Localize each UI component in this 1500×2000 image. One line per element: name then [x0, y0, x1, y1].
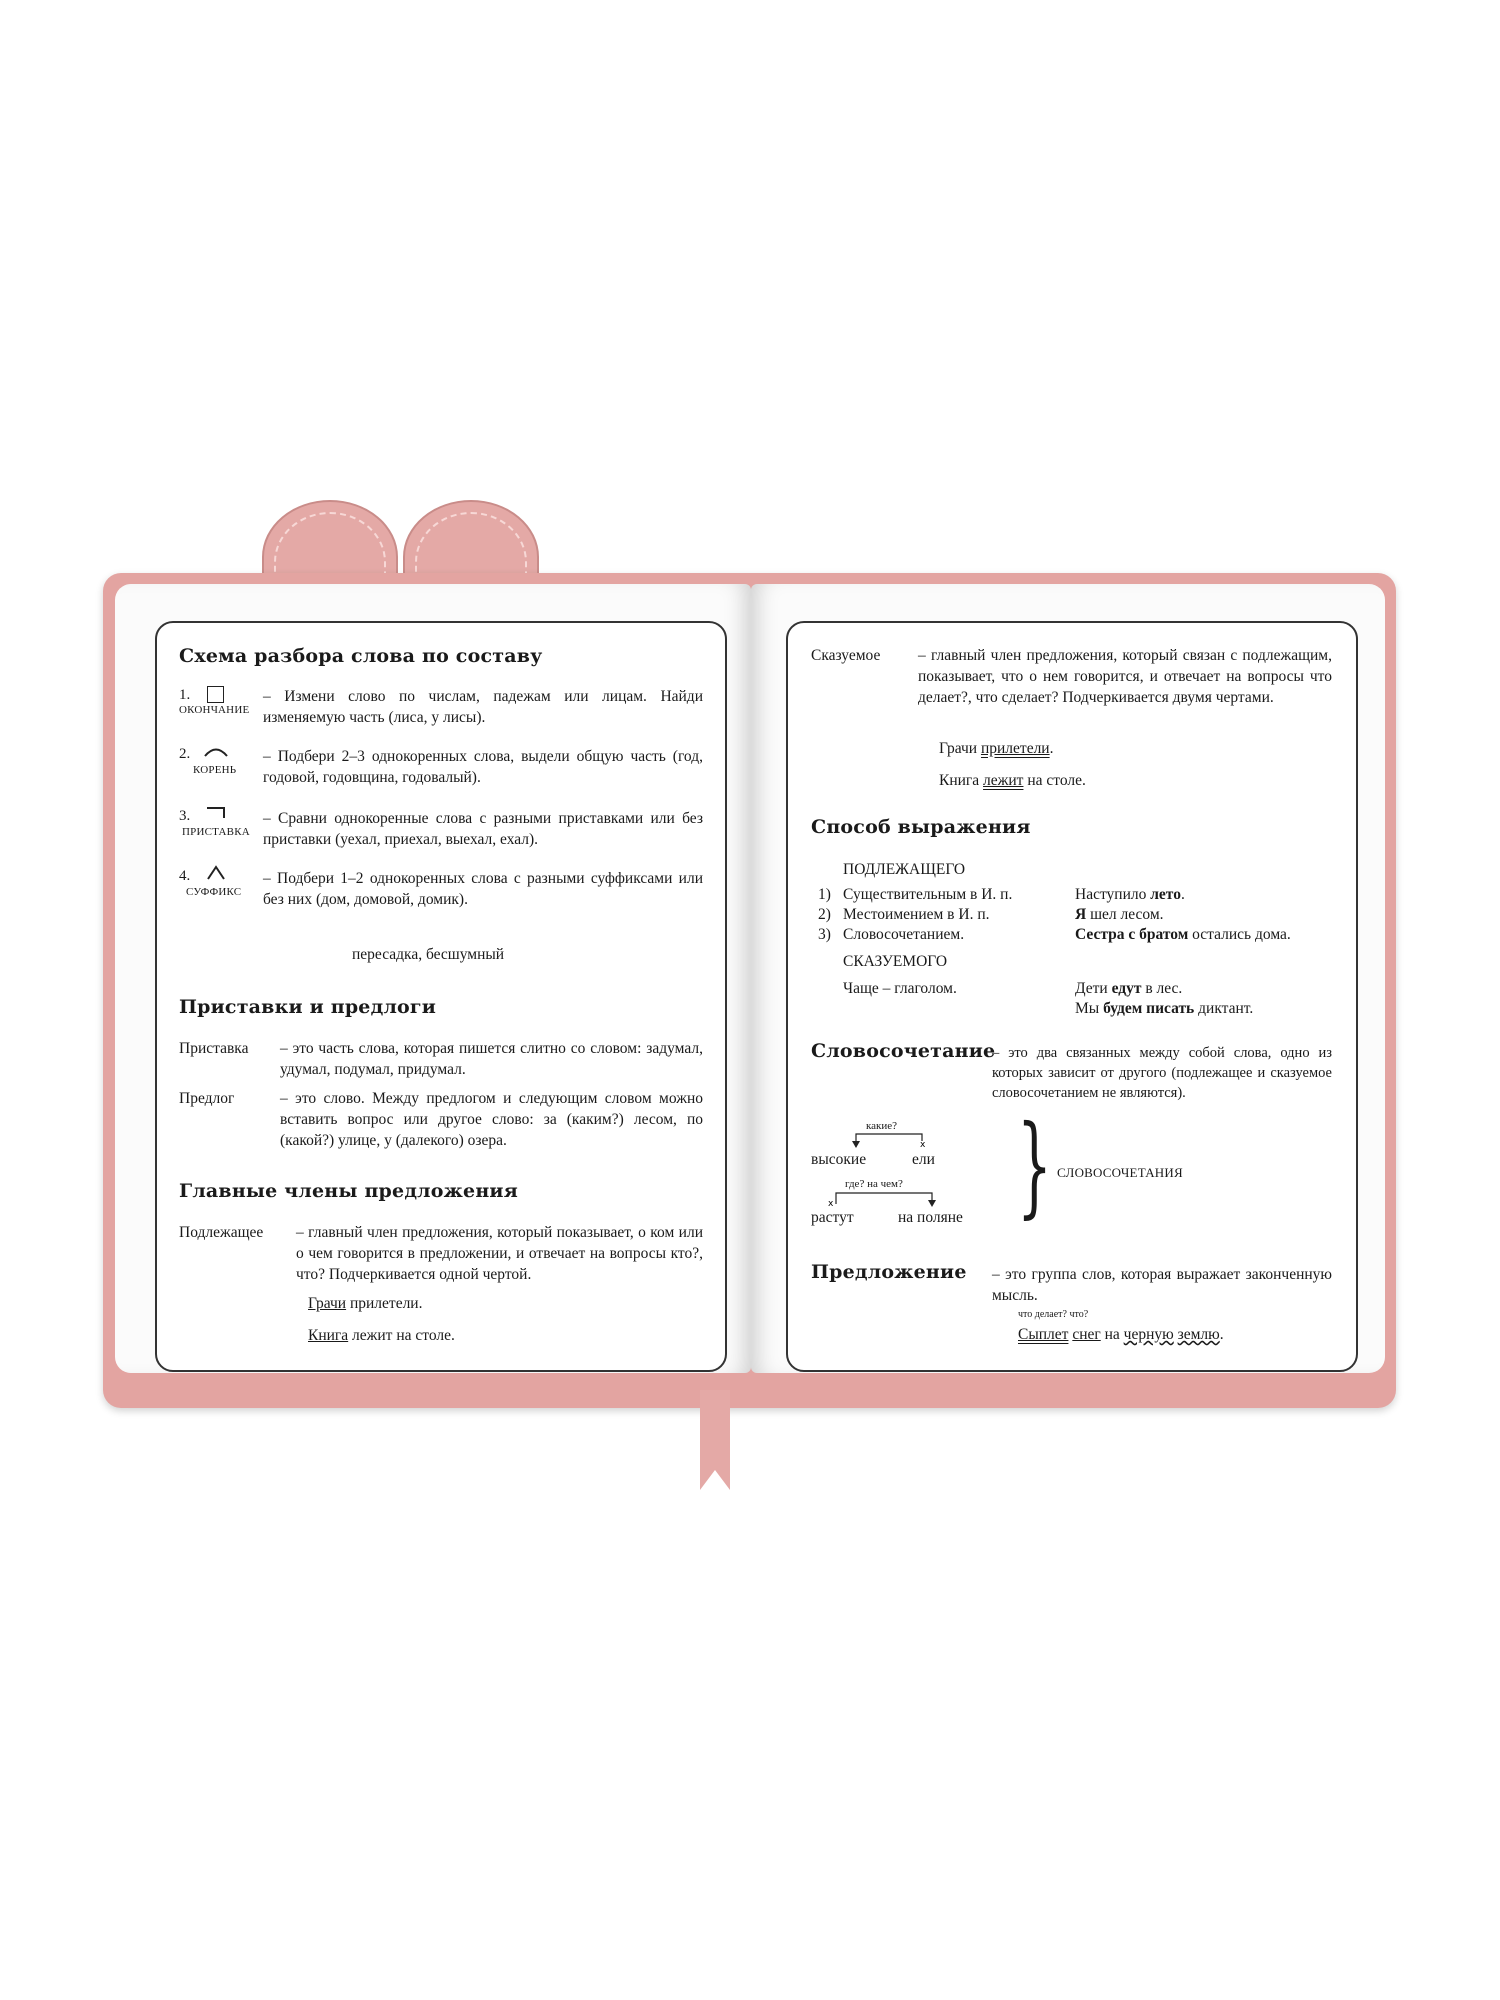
- scheme-item-label: ПРИСТАВКА: [182, 826, 250, 838]
- sentence-questions: что делает? что?: [1018, 1309, 1089, 1320]
- expression-row-number: 3): [818, 926, 831, 943]
- term-predicate: Сказуемое: [811, 647, 881, 664]
- double-underlined-predicate: прилетели: [980, 740, 1050, 757]
- root-symbol-icon: [203, 745, 229, 757]
- expression-row-desc: Существительным в И. п.: [843, 886, 1013, 903]
- subheading-subject: ПОДЛЕЖАЩЕГО: [843, 861, 966, 878]
- example-rest: прилетели.: [346, 1295, 423, 1312]
- definition-prefix: – это часть слова, которая пишется слитно со словом: задумал, удумал, подумал, придумал.: [280, 1040, 703, 1078]
- example-bold: лето: [1150, 886, 1181, 903]
- example-text: Мы: [1075, 1000, 1104, 1017]
- wavy-underlined-attribute: черную: [1123, 1326, 1174, 1343]
- example-bold: Сестра с братом: [1075, 926, 1189, 943]
- example-text: Книга: [939, 772, 984, 789]
- subject-example-1: [308, 1293, 422, 1314]
- example-text: шел лесом.: [1086, 906, 1164, 923]
- bookmark-ribbon: [700, 1390, 730, 1490]
- expression-row-number: 2): [818, 906, 831, 923]
- expression-row-number: 1): [818, 886, 831, 903]
- svg-text:x: x: [920, 1140, 926, 1149]
- example-text: на: [1100, 1326, 1124, 1343]
- subheading-predicate: СКАЗУЕМОГО: [843, 953, 948, 970]
- section-title-word-analysis: Схема разбора слова по составу: [179, 645, 543, 667]
- expression-row-example: [1075, 904, 1164, 925]
- underlined-subject: снег: [1072, 1326, 1101, 1343]
- section-title-main-members: Главные члены предложения: [179, 1180, 518, 1202]
- section-title-prefixes: Приставки и предлоги: [179, 996, 437, 1018]
- scheme-item-text: – Сравни однокоренные слова с разными приставками или без приставки (уехал, приехал, выехал, ехал).: [263, 810, 703, 848]
- diagram-word: растут: [811, 1209, 854, 1226]
- sentence-example: [1018, 1324, 1224, 1345]
- wavy-underlined-object: землю: [1177, 1326, 1220, 1343]
- diagram-question: какие?: [866, 1120, 898, 1132]
- expression-row-example: [1075, 924, 1291, 945]
- scheme-item-text: – Подбери 2–3 однокоренных слова, выдели общую часть (год, годовой, годовщина, годовалый).: [263, 748, 703, 786]
- dependency-arrow-icon: [826, 1190, 946, 1208]
- section-title-expression: Способ выражения: [811, 816, 1031, 838]
- predicate-expression-desc: Чаще – глаголом.: [843, 980, 957, 997]
- diagram-word: на поляне: [898, 1209, 963, 1226]
- underlined-subject: Книга: [308, 1327, 349, 1344]
- example-text: диктант.: [1194, 1000, 1254, 1017]
- section-title-sentence: Предложение: [811, 1261, 967, 1283]
- dependency-arrow-icon: [850, 1131, 930, 1149]
- scheme-item-label: КОРЕНЬ: [193, 764, 237, 776]
- expression-row-desc: Словосочетанием.: [843, 926, 965, 943]
- expression-row-example: [1075, 884, 1185, 905]
- predicate-expression-example-1: [1075, 978, 1182, 999]
- definition-subject: – главный член предложения, который показывает, о ком или о чем говорится в предложении, и отвечает на вопросы кто?, что? Подчеркивается одной чертой.: [296, 1224, 703, 1283]
- scheme-item-number: 1.: [179, 687, 191, 703]
- subject-example-2: [308, 1325, 455, 1346]
- definition-phrase: – это два связанных между собой слова, одно из которых зависит от другого (подлежащее и сказуемое словосочетанием не являются).: [992, 1045, 1332, 1101]
- example-text: .: [1219, 1326, 1224, 1343]
- underlined-subject: Грачи: [308, 1295, 347, 1312]
- predicate-example-1: [939, 738, 1053, 759]
- section-title-phrase: Словосочетание: [811, 1040, 996, 1062]
- example-text: на столе.: [1023, 772, 1086, 789]
- diagram-word: ели: [912, 1151, 935, 1168]
- example-text: в лес.: [1141, 980, 1183, 997]
- word-analysis-example: пересадка, бесшумный: [352, 946, 505, 963]
- predicate-expression-example-2: [1075, 998, 1253, 1019]
- scheme-item-number: 4.: [179, 868, 191, 884]
- diagram-question: где? на чем?: [845, 1178, 903, 1190]
- scheme-item-text: – Измени слово по числам, падежам или лицам. Найди изменяемую часть (лиса, у лисы).: [263, 688, 703, 726]
- prefix-symbol-icon: [205, 806, 227, 820]
- example-text: .: [1049, 740, 1054, 757]
- definition-predicate: – главный член предложения, который связан с подлежащим, показывает, что о нем говорится, и отвечает на вопросы что делает?, что сделает? Подчеркивается двумя чертами.: [918, 647, 1332, 706]
- svg-text:x: x: [828, 1199, 834, 1208]
- definition-sentence: – это группа слов, которая выражает законченную мысль.: [992, 1266, 1332, 1304]
- scheme-item-label: СУФФИКС: [186, 886, 242, 898]
- double-underlined-predicate: лежит: [983, 772, 1024, 789]
- double-underlined-predicate: Сыплет: [1018, 1326, 1069, 1343]
- term-preposition: Предлог: [179, 1090, 235, 1107]
- example-text: .: [1180, 886, 1185, 903]
- scheme-item-label: ОКОНЧАНИЕ: [179, 704, 250, 716]
- example-text: остались дома.: [1188, 926, 1291, 943]
- example-text: Грачи: [939, 740, 981, 757]
- term-subject: Подлежащее: [179, 1224, 264, 1241]
- expression-row-desc: Местоимением в И. п.: [843, 906, 990, 923]
- scheme-item-text: – Подбери 1–2 однокоренных слова с разными суффиксами или без них (дом, домовой, домик).: [263, 870, 703, 908]
- predicate-example-2: [939, 770, 1086, 791]
- example-rest: лежит на столе.: [348, 1327, 455, 1344]
- diagram-word: высокие: [811, 1151, 867, 1168]
- example-bold: Я: [1075, 906, 1087, 923]
- ending-symbol-icon: [207, 686, 224, 703]
- diagram-label: СЛОВОСОЧЕТАНИЯ: [1057, 1165, 1183, 1180]
- example-bold: будем писать: [1103, 1000, 1195, 1017]
- scheme-item-number: 3.: [179, 808, 191, 824]
- suffix-symbol-icon: [206, 865, 226, 881]
- example-text: Наступило: [1075, 886, 1151, 903]
- example-text: Дети: [1075, 980, 1112, 997]
- definition-preposition: – это слово. Между предлогом и следующим словом можно вставить вопрос или другое слово: за (каким?) лесом, по (какой?) улице, у (далекого) озера.: [280, 1090, 703, 1149]
- example-bold: едут: [1111, 980, 1142, 997]
- grouping-brace-icon: }: [1017, 1101, 1052, 1229]
- term-prefix: Приставка: [179, 1040, 249, 1057]
- scheme-item-number: 2.: [179, 746, 191, 762]
